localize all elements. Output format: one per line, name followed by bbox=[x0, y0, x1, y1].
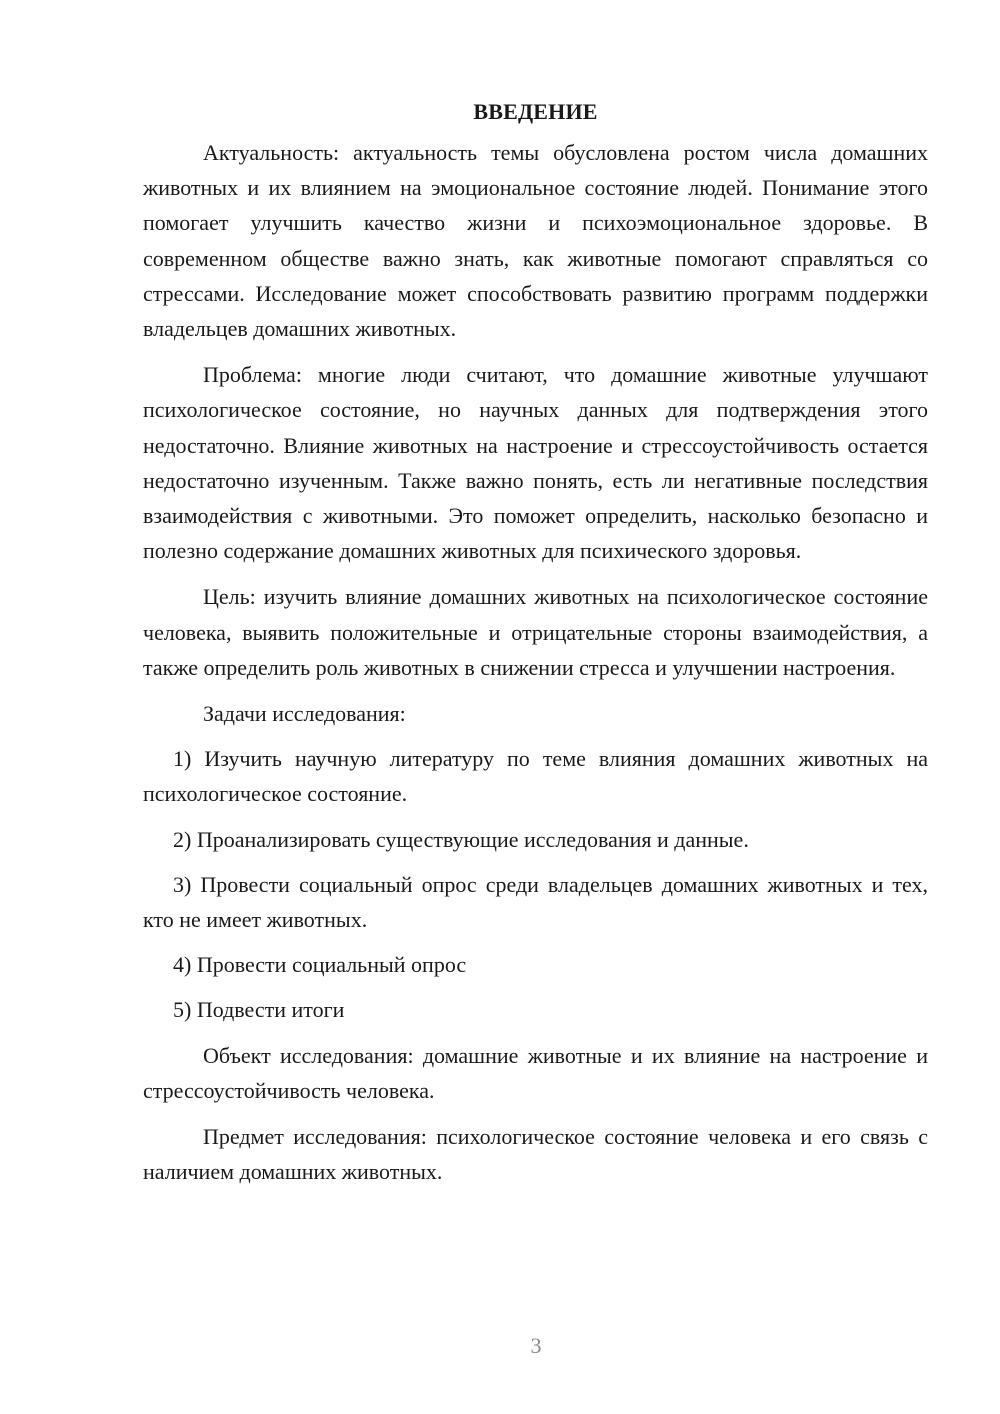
subject-paragraph: Предмет исследования: психологическое состояние человека и его связь с наличием домашних животных. bbox=[143, 1124, 928, 1185]
page-number: 3 bbox=[530, 1333, 542, 1358]
page-title: ВВЕДЕНИЕ bbox=[473, 99, 598, 124]
goal-paragraph: Цель: изучить влияние домашних животных на психологическое состояние человека, выявить положительные и отрицательные стороны взаимодействия, а также определить роль животных в снижении стресса и улучшении настроения. bbox=[143, 584, 928, 680]
task-item-1: 1) Изучить научную литературу по теме влияния домашних животных на психологическое состояние. bbox=[143, 746, 928, 807]
relevance-paragraph: Актуальность: актуальность темы обусловлена ростом числа домашних животных и их влиянием на эмоциональное состояние людей. Понимание этого помогает улучшить качество жизни и психоэмоциональное здоровье. В современном обществе важно знать, как животные помогают справляться со стрессами. Исследование может способствовать развитию программ поддержки владельцев домашних животных. bbox=[143, 140, 928, 342]
problem-paragraph: Проблема: многие люди считают, что домашние животные улучшают психологическое состояние, но научных данных для подтверждения этого недостаточно. Влияние животных на настроение и стрессоустойчивость остается недостаточно изученным. Также важно понять, есть ли негативные последствия взаимодействия с животными. Это поможет определить, насколько безопасно и полезно содержание домашних животных для психического здоровья. bbox=[143, 362, 928, 564]
task-item-4: 4) Провести социальный опрос bbox=[173, 952, 467, 978]
tasks-heading: Задачи исследования: bbox=[203, 701, 406, 727]
task-item-3: 3) Провести социальный опрос среди владельцев домашних животных и тех, кто не имеет животных. bbox=[143, 871, 928, 933]
document-page bbox=[143, 96, 928, 1200]
object-paragraph: Объект исследования: домашние животные и их влияние на настроение и стрессоустойчивость человека. bbox=[143, 1042, 928, 1103]
task-item-5: 5) Подвести итоги bbox=[173, 997, 345, 1023]
task-item-2: 2) Проанализировать существующие исследования и данные. bbox=[173, 826, 749, 852]
